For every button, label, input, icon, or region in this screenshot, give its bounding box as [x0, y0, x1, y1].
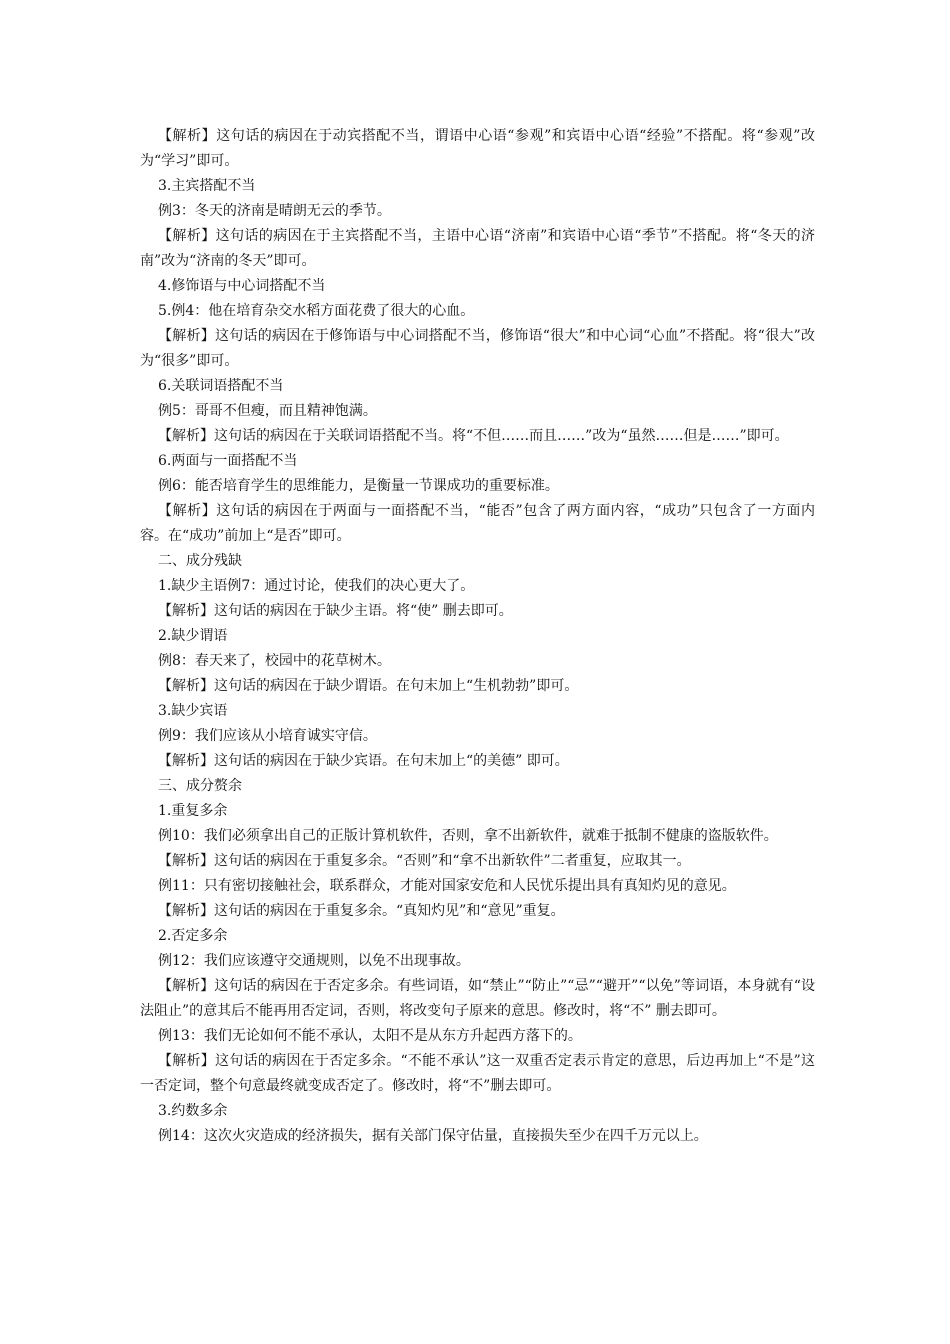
analysis-paragraph: 【解析】这句话的病因在于否定多余。“不能不承认”这一双重否定表示肯定的意思，后边再加上“不是”这一否定词，整个句意最终就变成否定了。修改时，将“不”删去即可。: [140, 1053, 815, 1094]
example-sentence: 例10：我们必须拿出自己的正版计算机软件，否则，拿不出新软件，就难于抵制不健康的盗版软件。: [158, 828, 778, 844]
example-sentence: 例12：我们应该遵守交通规则，以免不出现事故。: [158, 953, 470, 969]
analysis-paragraph: 【解析】这句话的病因在于动宾搭配不当，谓语中心语“参观”和宾语中心语“经验”不搭配。将“参观”改为“学习”即可。: [140, 128, 815, 169]
example-sentence: 5.例4：他在培育杂交水稻方面花费了很大的心血。: [158, 303, 475, 319]
section-heading: 6.两面与一面搭配不当: [158, 453, 298, 469]
section-heading: 2.缺少谓语: [158, 628, 228, 644]
analysis-paragraph: 【解析】这句话的病因在于主宾搭配不当，主语中心语“济南”和宾语中心语“季节”不搭配。将“冬天的济南”改为“济南的冬天”即可。: [140, 228, 815, 269]
analysis-paragraph: 【解析】这句话的病因在于否定多余。有些词语，如“禁止”“防止”“忌”“避开”“以免”等词语，本身就有“设法阻止”的意其后不能再用否定词，否则，将改变句子原来的意思。修改时，将“不” 删去即可。: [140, 978, 815, 1019]
example-sentence: 例13：我们无论如何不能不承认，太阳不是从东方升起西方落下的。: [158, 1028, 582, 1044]
section-heading: 3.主宾搭配不当: [158, 178, 256, 194]
section-heading: 1.重复多余: [158, 803, 228, 819]
analysis-paragraph: 【解析】这句话的病因在于缺少主语。将“使” 删去即可。: [158, 603, 513, 619]
section-heading: 4.修饰语与中心词搭配不当: [158, 278, 326, 294]
chapter-heading: 二、成分残缺: [158, 553, 242, 569]
analysis-paragraph: 【解析】这句话的病因在于重复多余。“真知灼见”和“意见”重复。: [158, 903, 565, 919]
analysis-paragraph: 【解析】这句话的病因在于关联词语搭配不当。将“不但……而且……”改为“虽然……但是……”即可。: [158, 428, 789, 444]
example-sentence: 例11：只有密切接触社会，联系群众，才能对国家安危和人民忧乐提出具有真知灼见的意见。: [158, 878, 736, 894]
example-sentence: 1.缺少主语例7：通过讨论，使我们的决心更大了。: [158, 578, 475, 594]
analysis-paragraph: 【解析】这句话的病因在于两面与一面搭配不当，“能否”包含了两方面内容，“成功”只包含了一方面内容。在“成功”前加上“是否”即可。: [140, 503, 815, 544]
chapter-heading: 三、成分赘余: [158, 778, 242, 794]
analysis-paragraph: 【解析】这句话的病因在于缺少谓语。在句末加上“生机勃勃”即可。: [158, 678, 579, 694]
section-heading: 6.关联词语搭配不当: [158, 378, 284, 394]
example-sentence: 例3：冬天的济南是晴朗无云的季节。: [158, 203, 391, 219]
analysis-paragraph: 【解析】这句话的病因在于修饰语与中心词搭配不当，修饰语“很大”和中心词“心血”不搭配。将“很大”改为“很多”即可。: [140, 328, 815, 369]
analysis-paragraph: 【解析】这句话的病因在于重复多余。“否则”和“拿不出新软件”二者重复，应取其一。: [158, 853, 691, 869]
document-body: [140, 124, 815, 1149]
section-heading: 3.缺少宾语: [158, 703, 228, 719]
example-sentence: 例6：能否培育学生的思维能力，是衡量一节课成功的重要标准。: [158, 478, 559, 494]
example-sentence: 例8：春天来了，校园中的花草树木。: [158, 653, 391, 669]
example-sentence: 例14：这次火灾造成的经济损失，据有关部门保守估量，直接损失至少在四千万元以上。: [158, 1128, 708, 1144]
section-heading: 3.约数多余: [158, 1103, 228, 1119]
section-heading: 2.否定多余: [158, 928, 228, 944]
example-sentence: 例9：我们应该从小培育诚实守信。: [158, 728, 377, 744]
example-sentence: 例5：哥哥不但瘦，而且精神饱满。: [158, 403, 377, 419]
analysis-paragraph: 【解析】这句话的病因在于缺少宾语。在句末加上“的美德” 即可。: [158, 753, 569, 769]
